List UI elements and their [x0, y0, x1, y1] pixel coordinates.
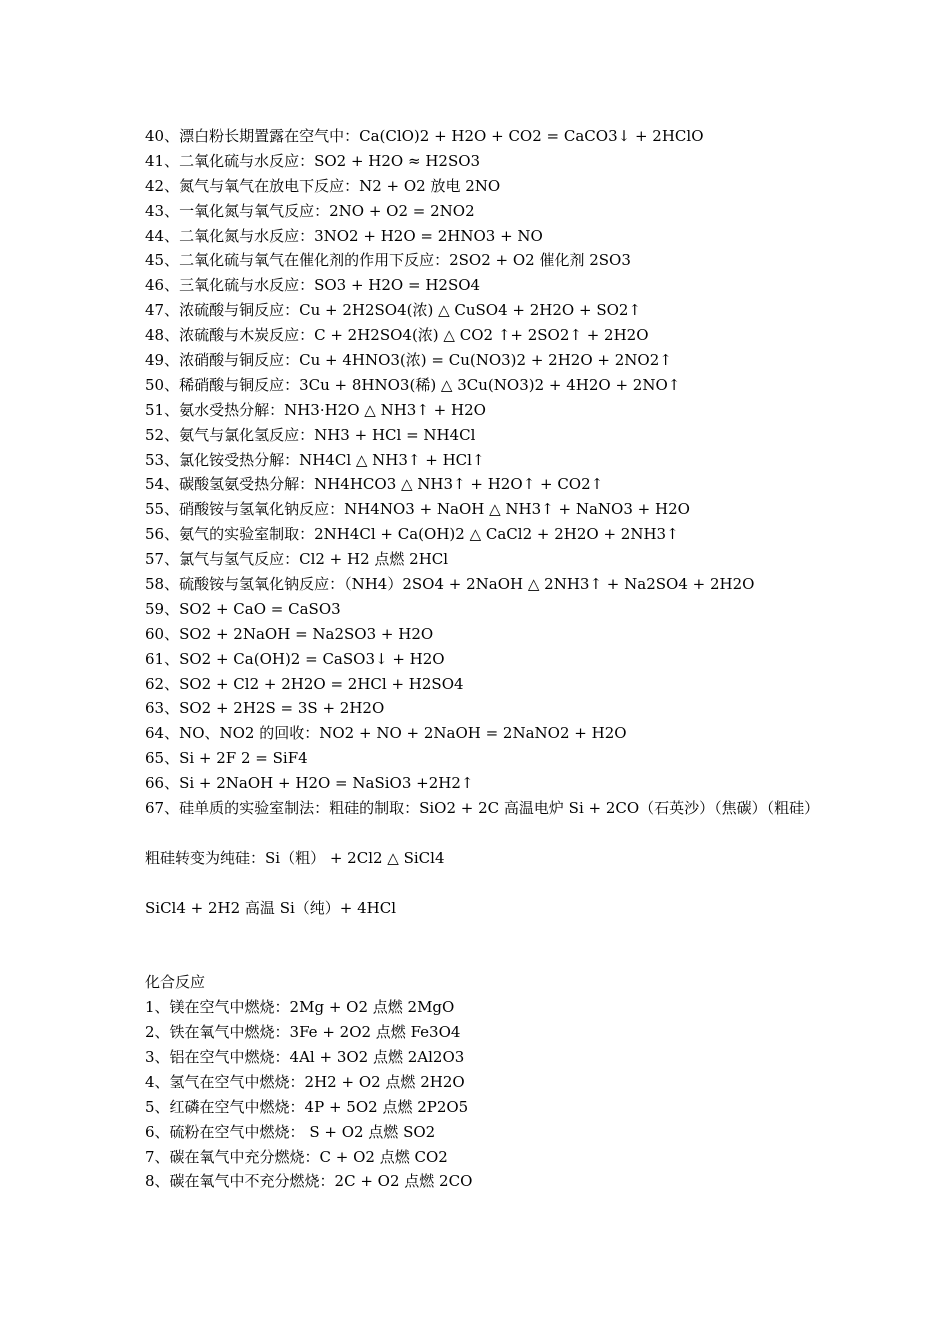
reaction-line: 64、NO、NO2 的回收：NO2 + NO + 2NaOH = 2NaNO2 + H2O — [145, 724, 627, 743]
reaction-line: 50、稀硝酸与铜反应：3Cu + 8HNO3(稀) △ 3Cu(NO3)2 + 4H2O + 2NO↑ — [145, 375, 681, 394]
reaction-line: 61、SO2 + Ca(OH)2 = CaSO3↓ + H2O — [145, 649, 445, 668]
reaction-line: 56、氨气的实验室制取：2NH4Cl + Ca(OH)2 △ CaCl2 + 2H2O + 2NH3↑ — [145, 525, 679, 544]
reaction-line: 54、碳酸氢氨受热分解：NH4HCO3 △ NH3↑ + H2O↑ + CO2↑ — [145, 475, 604, 494]
reaction-line: 1、镁在空气中燃烧：2Mg + O2 点燃 2MgO — [145, 998, 455, 1017]
reaction-line-67: 67、硅单质的实验室制法：粗硅的制取：SiO2 + 2C 高温电炉 Si + 2CO（石英沙）（焦碳）（粗硅） — [145, 799, 820, 818]
reaction-line: 57、氯气与氢气反应：Cl2 + H2 点燃 2HCl — [145, 550, 449, 569]
reaction-line: 48、浓硫酸与木炭反应：C + 2H2SO4(浓) △ CO2 ↑+ 2SO2↑ + 2H2O — [145, 326, 649, 345]
reaction-line: 52、氨气与氯化氢反应：NH3 + HCl = NH4Cl — [145, 425, 476, 444]
reaction-line: 55、硝酸铵与氢氧化钠反应：NH4NO3 + NaOH △ NH3↑ + NaNO3 + H2O — [145, 500, 690, 519]
reaction-line: 44、二氧化氮与水反应：3NO2 + H2O = 2HNO3 + NO — [145, 226, 543, 245]
reaction-line: 4、氢气在空气中燃烧：2H2 + O2 点燃 2H2O — [145, 1072, 465, 1091]
paragraph-gap — [145, 921, 825, 946]
reaction-list — [145, 124, 825, 821]
reaction-line: 40、漂白粉长期置露在空气中：Ca(ClO)2 + H2O + CO2 = CaCO3↓ + 2HClO — [145, 127, 704, 145]
reaction-line: 47、浓硫酸与铜反应：Cu + 2H2SO4(浓) △ CuSO4 + 2H2O + SO2↑ — [145, 301, 642, 320]
reaction-line: 8、碳在氧气中不充分燃烧：2C + O2 点燃 2CO — [145, 1172, 473, 1191]
reaction-line: 49、浓硝酸与铜反应：Cu + 4HNO3(浓) = Cu(NO3)2 + 2H2O + 2NO2↑ — [145, 351, 672, 370]
reaction-line: 45、二氧化硫与氧气在催化剂的作用下反应：2SO2 + O2 催化剂 2SO3 — [145, 251, 631, 270]
reaction-line: 58、硫酸铵与氢氧化钠反应：（NH4）2SO4 + 2NaOH △ 2NH3↑ + Na2SO4 + 2H2O — [145, 575, 755, 594]
reaction-line: 41、二氧化硫与水反应：SO2 + H2O ≈ H2SO3 — [145, 151, 481, 170]
reaction-line: 53、氯化铵受热分解：NH4Cl △ NH3↑ + HCl↑ — [145, 450, 485, 469]
document-body — [145, 124, 825, 1194]
reaction-line: 63、SO2 + 2H2S = 3S + 2H2O — [145, 699, 385, 718]
paragraph-gap — [145, 945, 825, 970]
combination-reaction-list — [145, 995, 825, 1194]
reaction-line: 5、红磷在空气中燃烧：4P + 5O2 点燃 2P2O5 — [145, 1097, 469, 1116]
reaction-line: 6、硫粉在空气中燃烧： S + O2 点燃 SO2 — [145, 1122, 436, 1141]
reaction-line: 43、一氧化氮与氧气反应：2NO + O2 = 2NO2 — [145, 201, 475, 220]
reaction-line: 59、SO2 + CaO = CaSO3 — [145, 599, 341, 618]
reaction-line: 60、SO2 + 2NaOH = Na2SO3 + H2O — [145, 624, 434, 643]
reaction-line: 42、氮气与氧气在放电下反应：N2 + O2 放电 2NO — [145, 176, 501, 195]
purification-step-2: SiCl4 + 2H2 高温 Si（纯）+ 4HCl — [145, 898, 397, 917]
purification-step-1: 粗硅转变为纯硅：Si（粗） + 2Cl2 △ SiCl4 — [145, 848, 445, 867]
paragraph-gap — [145, 821, 825, 846]
reaction-line: 3、铝在空气中燃烧：4Al + 3O2 点燃 2Al2O3 — [145, 1047, 465, 1066]
reaction-line: 2、铁在氧气中燃烧：3Fe + 2O2 点燃 Fe3O4 — [145, 1023, 461, 1042]
section-heading: 化合反应 — [145, 973, 206, 992]
reaction-line: 66、Si + 2NaOH + H2O = NaSiO3 +2H2↑ — [145, 774, 474, 793]
paragraph-gap — [145, 871, 825, 896]
reaction-line: 46、三氧化硫与水反应：SO3 + H2O = H2SO4 — [145, 276, 481, 295]
reaction-line: 7、碳在氧气中充分燃烧：C + O2 点燃 CO2 — [145, 1147, 448, 1166]
reaction-line: 62、SO2 + Cl2 + 2H2O = 2HCl + H2SO4 — [145, 674, 464, 693]
reaction-line: 51、氨水受热分解：NH3·H2O △ NH3↑ + H2O — [145, 400, 486, 419]
reaction-line: 65、Si + 2F 2 = SiF4 — [145, 749, 308, 768]
